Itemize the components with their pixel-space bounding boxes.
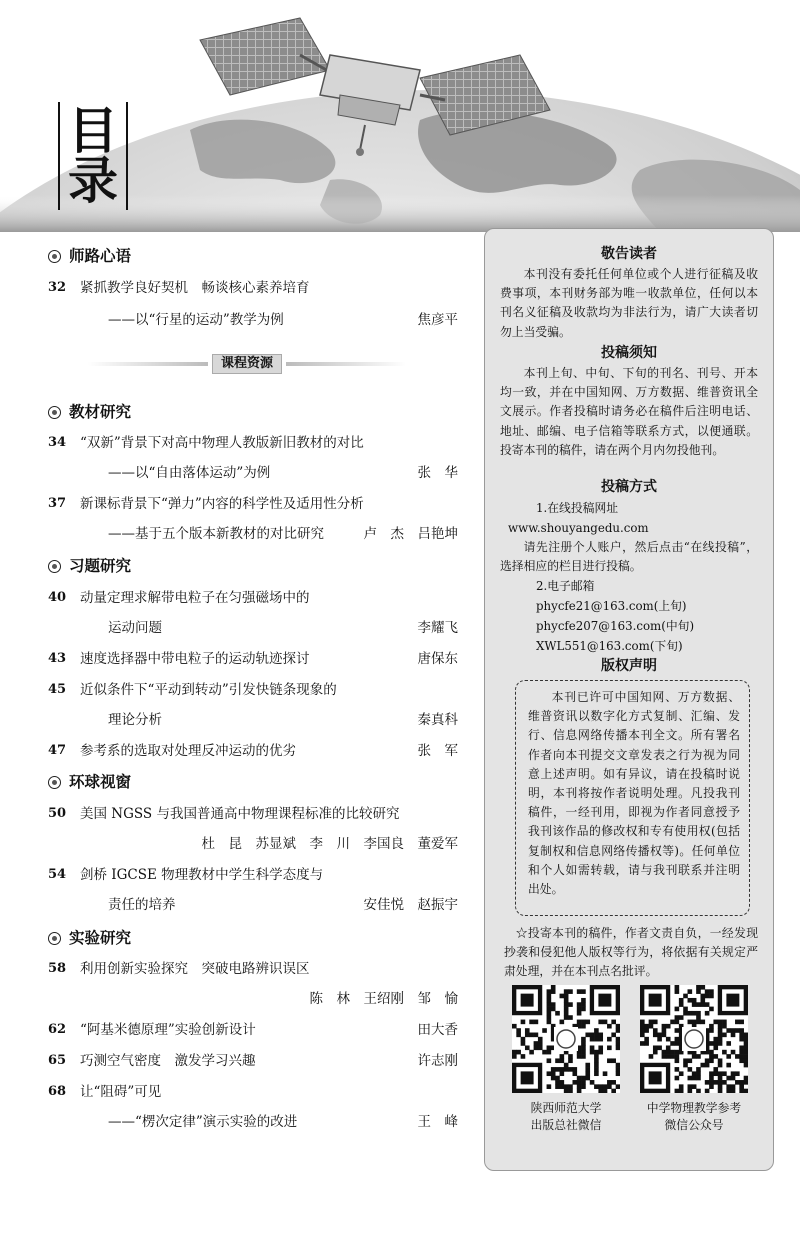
qr-caption [629, 1100, 759, 1134]
section-bullet-icon [48, 560, 61, 573]
section-title: 实验研究 [69, 929, 132, 947]
entry-page: 32 [48, 280, 67, 295]
section-bullet-icon [48, 932, 61, 945]
online-url-link[interactable]: www.shouyangedu.com [508, 521, 649, 535]
entry-author: 许志刚 [417, 1053, 458, 1069]
submission-text: 本刊上旬、中旬、下旬的刊名、刊号、开本均一致，并在中国知网、万方数据、维普资讯全文展示。作者投稿时请务必在稿件后注明电话、地址、邮编、电子信箱等联系方式，以便通联。投寄本刊的稿件，请在两个月内勿投他刊。 [500, 366, 758, 457]
section-title: 师路心语 [69, 247, 132, 265]
section-header [48, 556, 131, 576]
section-header [48, 402, 131, 422]
section-title: 环球视窗 [69, 773, 132, 791]
entry-author: 田大香 [417, 1022, 458, 1038]
entry-author: 陈 林 王绍刚 邹 愉 [309, 991, 458, 1007]
entry-author: 杜 昆 苏显斌 李 川 李国良 董爱军 [201, 836, 458, 852]
qr-code[interactable] [512, 985, 620, 1093]
entry-title[interactable]: 参考系的选取对处理反冲运动的优劣 [80, 743, 296, 759]
page-title-char: 录 [68, 151, 118, 210]
entry-title[interactable]: 动量定理求解带电粒子在匀强磁场中的 [80, 590, 310, 606]
submission-title: 投稿须知 [601, 345, 657, 361]
entry-title[interactable]: 新课标背景下“弹力”内容的科学性及适用性分析 [80, 496, 364, 512]
method-title: 投稿方式 [601, 479, 657, 495]
entry-subtitle[interactable]: ——“楞次定律”演示实验的改进 [108, 1114, 298, 1130]
entry-page: 54 [48, 867, 67, 882]
entry-subtitle[interactable]: ——以“行星的运动”教学为例 [108, 312, 284, 328]
entry-page: 40 [48, 590, 67, 605]
entry-page: 47 [48, 743, 67, 758]
section-bullet-icon [48, 406, 61, 419]
entry-page: 50 [48, 806, 67, 821]
qr-caption-line: 陕西师范大学 [530, 1101, 602, 1115]
qr-code-icon [512, 985, 620, 1093]
entry-author: 卢 杰 吕艳坤 [363, 526, 458, 542]
email-link[interactable]: phycfe21@163.com(上旬) [536, 599, 687, 613]
entry-title[interactable]: 巧测空气密度 激发学习兴趣 [80, 1053, 256, 1069]
page-title [58, 102, 128, 210]
entry-title[interactable]: 近似条件下“平动到转动”引发快链条现象的 [80, 682, 337, 698]
section-header [48, 928, 131, 948]
email-label: 2.电子邮箱 [536, 579, 595, 593]
entry-page: 45 [48, 682, 67, 697]
entry-title-cont[interactable]: 理论分析 [108, 712, 162, 728]
entry-page: 37 [48, 496, 67, 511]
entry-title[interactable]: 剑桥 IGCSE 物理教材中学生科学态度与 [80, 867, 324, 883]
entry-author: 秦真科 [417, 712, 458, 728]
notice-title: 敬告读者 [601, 246, 657, 262]
entry-title[interactable]: 紧抓教学良好契机 畅谈核心素养培育 [80, 280, 310, 296]
entry-title[interactable]: 速度选择器中带电粒子的运动轨迹探讨 [80, 651, 310, 667]
entry-title-cont[interactable]: 责任的培养 [108, 897, 176, 913]
page-title-char: 目 [68, 101, 118, 160]
notice-text: 本刊没有委托任何单位或个人进行征稿及收费事项，本刊财务部为唯一收款单位，任何以本刊名义征稿及收款均为非法行为，请广大读者切勿上当受骗。 [500, 267, 758, 339]
online-text: 请先注册个人账户，然后点击“在线投稿”，选择相应的栏目进行投稿。 [500, 540, 758, 574]
section-bullet-icon [48, 776, 61, 789]
online-label: 1.在线投稿网址 [536, 501, 619, 515]
section-header [48, 246, 131, 266]
qr-caption [501, 1100, 631, 1134]
entry-page: 43 [48, 651, 67, 666]
entry-page: 62 [48, 1022, 67, 1037]
category-band [88, 354, 406, 374]
entry-page: 34 [48, 435, 67, 450]
qr-code-icon [640, 985, 748, 1093]
entry-title[interactable]: “双新”背景下对高中物理人教版新旧教材的对比 [80, 435, 364, 451]
entry-author: 李耀飞 [417, 620, 458, 636]
entry-page: 65 [48, 1053, 67, 1068]
qr-caption-line: 出版总社微信 [530, 1118, 602, 1132]
entry-author: 安佳悦 赵振宇 [363, 897, 458, 913]
section-title: 教材研究 [69, 403, 132, 421]
qr-caption-line: 中学物理教学参考 [646, 1101, 742, 1115]
qr-code[interactable] [640, 985, 748, 1093]
entry-page: 58 [48, 961, 67, 976]
copyright-text: 本刊已许可中国知网、万方数据、维普资讯以数字化方式复制、汇编、发行、信息网络传播本刊全文。所有署名作者向本刊提交文章发表之行为视为同意上述声明。如有异议，请在投稿时说明，本刊将按作者说明处理。凡投我刊稿件，一经刊用，即视为作者同意授予我刊该作品的修改权和专有使用权(包括复制权和信息网络传播权等)。任何单位和个人如需转载，请与我刊联系并注明出处。 [528, 690, 740, 897]
section-bullet-icon [48, 250, 61, 263]
entry-title[interactable]: “阿基米德原理”实验创新设计 [80, 1022, 256, 1038]
entry-author: 张 军 [417, 743, 458, 759]
entry-title-cont[interactable]: 运动问题 [108, 620, 162, 636]
entry-author: 王 峰 [417, 1114, 458, 1130]
entry-subtitle[interactable]: ——基于五个版本新教材的对比研究 [108, 526, 324, 542]
entry-author: 唐保东 [417, 651, 458, 667]
entry-title[interactable]: 利用创新实验探究 突破电路辨识误区 [80, 961, 310, 977]
copyright-title: 版权声明 [601, 658, 657, 674]
email-link[interactable]: phycfe207@163.com(中旬) [536, 619, 695, 633]
entry-author: 张 华 [417, 465, 458, 481]
qr-caption-line: 微信公众号 [664, 1118, 724, 1132]
entry-title[interactable]: 美国 NGSS 与我国普通高中物理课程标准的比较研究 [80, 806, 400, 822]
email-link[interactable]: XWL551@163.com(下旬) [536, 639, 683, 653]
entry-subtitle[interactable]: ——以“自由落体运动”为例 [108, 465, 271, 481]
category-band-label: 课程资源 [212, 354, 282, 374]
entry-author: 焦彦平 [417, 312, 458, 328]
entry-title[interactable]: 让“阻碍”可见 [80, 1084, 162, 1100]
section-header [48, 772, 131, 792]
section-title: 习题研究 [69, 557, 132, 575]
responsibility-text: ☆投寄本刊的稿件，作者文责自负，一经发现抄袭和侵犯他人版权等行为，将依据有关规定严肃处理，并在本刊点名批评。 [504, 926, 758, 979]
entry-page: 68 [48, 1084, 67, 1099]
